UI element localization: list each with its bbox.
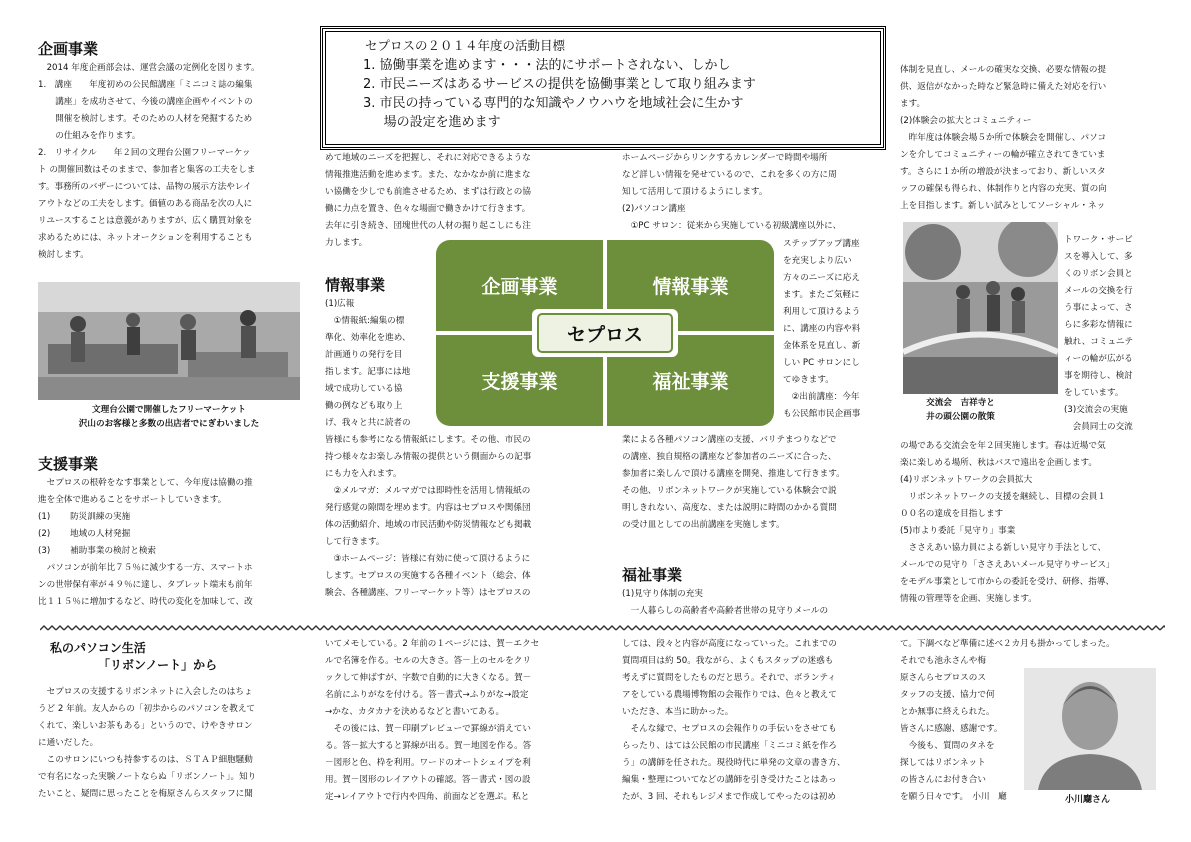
johou-heading: 情報事業 bbox=[325, 276, 386, 294]
col3-intro: ホームページからリンクするカレンダーで時間や場所 など詳しい情報を発せているので、これを多くの方に周 知して活用して頂けるようにします。 (2)パソコン講座 ①PC サロン：従来から実施している初級講座以外に、 bbox=[622, 153, 842, 231]
fukushi-body: (1)見守り体制の充実 一人暮らしの高齢者や高齢者世帯の見守りメールの bbox=[622, 589, 829, 616]
portrait-caption: 小川廰さん bbox=[1065, 795, 1111, 805]
section-divider bbox=[40, 624, 1165, 632]
essay-subtitle: 「リボンノート」から bbox=[98, 658, 218, 672]
exchange-photo-caption: 交流会 吉祥寺と 井の頭公園の散策 bbox=[926, 398, 995, 422]
col4-body: の場である交流会を年２回実施します。春は近場で気 楽に楽しめる場所、秋はバスで遠出を企画します。 (4)リボンネットワークの会員拡大 リボンネットワークの支援を継続し、目標の会員１ ００名の達成を目指します (5)市より委託「見守り」事業 ささえあい協力員による新しい見守り手法として、 メールでの見守り「ささえあいメール見守りサービス」 をモデル事業として市からの委託を受け、研修、指導、 情報の管理等を企画、実施します。 bbox=[900, 441, 1115, 604]
goals-list: 1. 協働事業を進めます・・・法的にサポートされない、しかし 2. 市民ニーズはあるサービスの提供を協働事業として取り組みます 3. 市民の持っている専門的な知識やノウハウを地域社会に生かす 場の設定を進めます bbox=[363, 58, 756, 130]
essay-col4-top: て。下調べなど準備に述べ２カ月も掛かってしまった。 bbox=[900, 639, 1115, 649]
quad-kikaku: 企画事業 bbox=[436, 240, 603, 331]
center-label: セプロス bbox=[537, 313, 673, 353]
col3-narrow: ステップアップ講座 を充実しより広い 方々のニーズに応え ます。またご気軽に 利用して頂けるよう に、講座の内容や料 金体系を見直し、新 しい PC サロンにし てゆきます。 ②出前講座：今年 も公民館市民企画事 bbox=[783, 239, 861, 419]
essay-col1: セプロスの支援するリボンネットに入会したのはちょ うど 2 年前。友人からの「初歩からのパソコンを教えて くれて、楽しいお茶もある」というので、けやきサロン に通いだした。 このサロンにいつも持参するのは、ＳＴＡＰ細胞騒動 で有名になった実験ノートならぬ「リボンノート」。知り たいこと、疑問に思ったことを梅原さんらスタッフに聞 bbox=[38, 687, 257, 799]
col3-body: 業による各種パソコン講座の支援、バリテまつりなどで の講座、独自規格の講座など参加者のニーズに合った、 参加者に楽しんで頂ける講座を開発、推進して行きます。 その他、リボンネットワークが実施している体験会で説 明しきれない、高度な、または説明に時間のかかる質問 の受け皿としての出前講座を実施します。 bbox=[622, 435, 845, 530]
quad-johou: 情報事業 bbox=[607, 240, 774, 331]
activity-goals-box bbox=[320, 26, 886, 150]
johou-narrow: (1)広報 ①情報紙:編集の標 準化、効率化を進め、 計画通りの発行を目 指します。記事には地 域で成功している協 働の例なども取り上 げ、我々と共に読者の bbox=[325, 299, 411, 428]
flea-market-photo bbox=[38, 282, 300, 400]
essay-title: 私のパソコン生活 bbox=[50, 641, 146, 655]
fukushi-heading: 福祉事業 bbox=[622, 566, 683, 584]
essay-col2: いてメモしている。2 年前の１ページには、賀－エクセ ルで名簿を作る。セルの大きさ。答－上のセルをクリ ックして伸ばすが、字数で自動的に大きくなる。賀－ 名前にふりがなを付ける。答－書式→ふりがな→設定 →かな、カタカナを決めるなどと書いてある。 その後には、賀－印刷プレビューで罫線が消えてい る。答－拡大すると罫線が出る。賀－地図を作る。答 －図形と色、枠を利用。ワードのオートシェイプを利 用。賀－図形のレイアウトの確認。答－書式・図の設 定→レイアウトで行内や四角、前面などを選ぶ。私と bbox=[325, 639, 540, 802]
business-diagram bbox=[436, 240, 774, 426]
quad-fukushi: 福祉事業 bbox=[607, 335, 774, 426]
goals-title: セプロスの２０１４年度の活動目標 bbox=[365, 38, 566, 53]
col4-narrow: トワーク・サービ スを導入して、多 くのリボン会員と メールの交換を行 う事によって、さ らに多彩な情報に 触れ、コミュニテ ィーの輪が広がる 事を期待し、検討 をしています。 (3)交流会の実施 会員同士の交流 bbox=[1064, 235, 1134, 432]
author-portrait bbox=[1024, 668, 1156, 790]
johou-body: 皆様にも参考になる情報紙にします。その他、市民の 持つ様々なお楽しみ情報の提供という側面からの記事 にも力を入れます。 ②メルマガ：メルマガでは即時性を活用し情報紙の 発行感覚の隙間を埋めます。内容はセプロスや関係団 体の活動紹介、地域の市民活動や防災情報なども掲載 して行きます。 ③ホームページ：皆様に有効に使って頂けるように します。セプロスの実施する各種イベント（総会、体 験会、各種講座、フリーマーケット等）はセプロスの bbox=[325, 435, 532, 598]
quad-shien: 支援事業 bbox=[436, 335, 603, 426]
shien-body: セプロスの根幹をなす事業として、今年度は協働の推 進を全体で進めることをサポートしていきます。 (1) 防災訓練の実施 (2) 地域の人材発掘 (3) 補助事業の検討と検索 パソコンが前年比７５％に減少する一方、スマートホ ンの世帯保有率が４９％に達し、タブレット端末も前年 比１１５％に増加するなど、時代の変化を加味して、改 bbox=[38, 478, 253, 607]
col4-intro: 体制を見直し、メールの確実な交換、必要な情報の提 供、返信がなかった時など緊急時に備えた対応を行い ます。 (2)体験会の拡大とコミュニティー 昨年度は体験会場５か所で体験会を開催し、パソコ ンを介してコミュニティーの輪が確立されてきていま す。さらに１か所の増設が決まっており、新しいスタ ッフの確保も得られ、体制作りと内容の充実、質の向 上を目指します。新しい試みとしてソーシャル・ネッ bbox=[900, 65, 1107, 211]
kikaku-body: 2014 年度企画部会は、運営会議の定例化を図ります。 1. 講座 年度初めの公民館講座「ミニコミ誌の編集 講座」を成功させて、今後の講座企画やイベントの 開催を検討します。そのための人材を発掘するため の仕組みを作ります。 2. リサイクル 年２回の文理台公園フリーマーケッ ト の開催回数はそのままで、参加者と集客の工夫をしま す。事務所のバザーについては、品物の展示方法やレイ アウトなどの工夫をします。価値のある商品を次の人に リユースすることは意義がありますが、広く購買対象を 求めるためには、ネットオークションを利用することも 検討します。 bbox=[38, 63, 260, 260]
essay-col4: それでも池永さんや梅 原さんらセプロスのス タッフの支援、協力で何 とか無事に終えられた。 皆さんに感謝、感謝です。 今後も、質問のタネを 探してはリボンネット の皆さんにお付き合い を願う日々です。 小川 廰 bbox=[900, 656, 1007, 802]
kikaku-heading: 企画事業 bbox=[38, 40, 99, 58]
exchange-event-photo bbox=[903, 222, 1058, 394]
col2-intro: めて地域のニーズを把握し、それに対応できるような 情報推進活動を進めます。また、なかなか前に進まな い協働を少しでも前進させるため、まずは行政との協 働に力点を置き、色々な場面で働きかけて行きます。 去年に引き続き、団塊世代の人材の掘り起こしにも注 力します。 bbox=[325, 153, 531, 248]
flea-market-caption: 文理台公園で開催したフリーマーケット 沢山のお客様と多数の出店者でにぎわいました bbox=[78, 405, 260, 429]
shien-heading: 支援事業 bbox=[38, 455, 99, 473]
essay-col3: しては、段々と内容が高度になっていった。これまでの 質問項目は約 50。我ながら、よくもスタップの迷惑も 考えずに質問をしたものだと思う。それで、ボランティ アをしている農場博物館の会報作りでは、色々と教えて いただき、本当に助かった。 そんな縁で、セプロスの会報作りの手伝いをさせても らったり、はては公民館の市民講座「ミニコミ紙を作ろ う」の講師を任された。現役時代に単発の文章の書き方、 編集・整理についてなどの講師を引き受けたことはあっ たが、3 回、それもレジメまで作成してやったのは初め bbox=[622, 639, 846, 802]
